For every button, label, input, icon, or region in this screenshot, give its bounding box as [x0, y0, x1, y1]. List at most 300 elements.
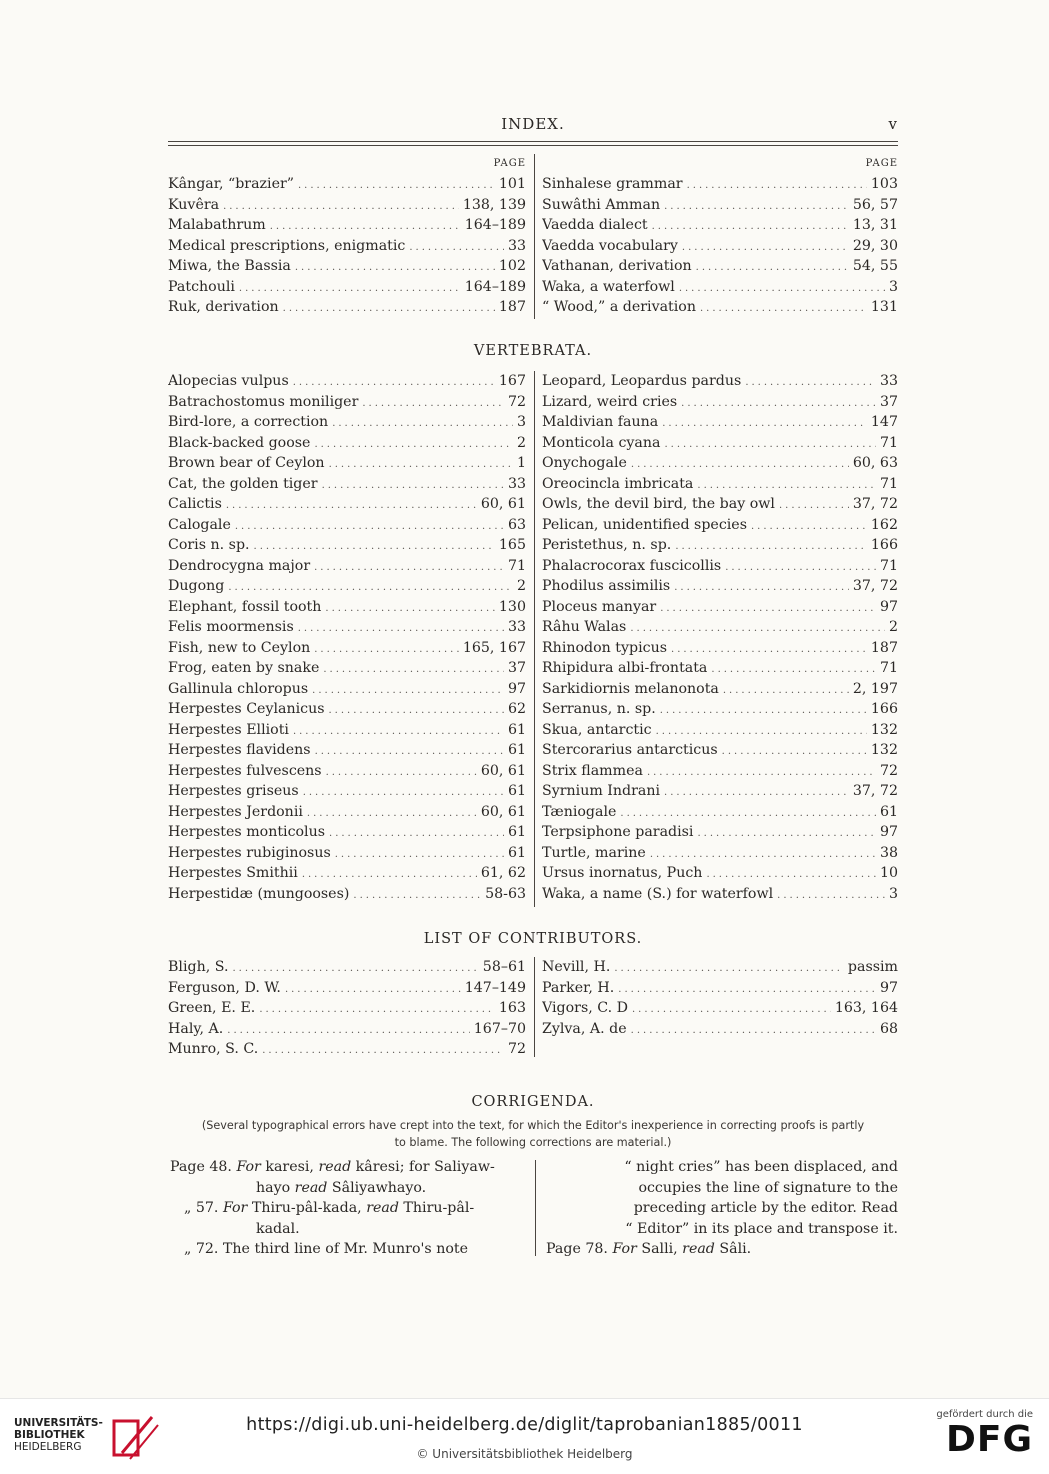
- leader-dots: [664, 783, 849, 802]
- index-entry: [168, 515, 526, 536]
- index-entry: [168, 740, 526, 761]
- entry-name: Maldivian fauna: [542, 414, 659, 430]
- corrigendum-line: Page 78. For Salli, read Sâli.: [546, 1241, 752, 1257]
- leader-dots: [700, 299, 867, 318]
- leader-dots: [671, 640, 867, 659]
- corrigenda-note: [180, 1117, 886, 1151]
- vertebrata-left-column: [168, 371, 526, 904]
- index-entry: [168, 957, 526, 978]
- entry-page: 56, 57: [852, 196, 898, 213]
- vertebrata-section: [168, 371, 898, 907]
- leader-dots: [259, 1000, 495, 1019]
- index-entry: [542, 297, 898, 318]
- entry-page: 97: [879, 824, 898, 840]
- page-number: v: [888, 115, 898, 133]
- leader-dots: [283, 299, 495, 318]
- entry-name: Kângar, “brazier”: [168, 176, 294, 192]
- leader-dots: [652, 217, 849, 236]
- entry-page: 164–189: [464, 217, 526, 233]
- entry-name: Suwâthi Amman: [542, 196, 661, 213]
- leader-dots: [314, 640, 459, 659]
- page-column-label: PAGE: [865, 158, 898, 169]
- index-entry: [168, 863, 526, 884]
- entry-page: 37, 72: [852, 578, 898, 594]
- entry-name: Herpestes flavidens: [168, 742, 311, 758]
- entry-name: Pelican, unidentified species: [542, 516, 747, 533]
- entry-page: 61: [507, 824, 526, 840]
- corrigendum-line: Page 48. For karesi, read kâresi; for Saliyaw-: [170, 1159, 495, 1175]
- entry-name: Vigors, C. D: [542, 1000, 628, 1016]
- contributors-left-column: [168, 957, 526, 1060]
- index-entry: [168, 761, 526, 782]
- leader-dots: [681, 394, 876, 413]
- leader-dots: [711, 660, 876, 679]
- index-top-left-column: [168, 158, 526, 318]
- index-entry: [542, 556, 898, 577]
- leader-dots: [620, 804, 876, 823]
- entry-page: 71: [879, 434, 898, 451]
- leader-dots: [650, 845, 876, 864]
- leader-dots: [614, 959, 844, 978]
- entry-page: 58–61: [482, 959, 526, 975]
- entry-name: Strix flammea: [542, 762, 643, 779]
- leader-dots: [314, 435, 513, 454]
- index-entry: [168, 453, 526, 474]
- entry-name: Alopecias vulpus: [168, 373, 289, 389]
- leader-dots: [632, 1000, 831, 1019]
- corrigendum-line: “ Editor” in its place and transpose it.: [625, 1220, 898, 1237]
- contributors-right-column: [542, 957, 898, 1039]
- entry-page: 2: [516, 578, 526, 594]
- dfg-logo-text: DFG: [945, 1419, 1033, 1460]
- entry-name: Terpsiphone paradisi: [542, 824, 694, 840]
- entry-page: 130: [498, 598, 526, 615]
- leader-dots: [326, 763, 477, 782]
- entry-name: Vaedda vocabulary: [542, 237, 678, 254]
- index-entry: [542, 515, 898, 536]
- leader-dots: [697, 824, 875, 843]
- entry-page: passim: [847, 959, 898, 975]
- leader-dots: [662, 414, 867, 433]
- index-entry: [168, 884, 526, 905]
- leader-dots: [303, 783, 504, 802]
- entry-name: Patchouli: [168, 278, 235, 295]
- index-entry: [542, 256, 898, 277]
- entry-name: Peristethus, n. sp.: [542, 537, 672, 553]
- index-entry: [168, 215, 526, 236]
- index-entry: [542, 174, 898, 195]
- entry-page: 102: [498, 258, 526, 274]
- leader-dots: [302, 865, 477, 884]
- entry-page: 2, 197: [852, 680, 898, 697]
- leader-dots: [674, 578, 849, 597]
- contributors-section: [168, 957, 898, 1061]
- entry-name: Owls, the devil bird, the bay owl: [542, 496, 775, 512]
- entry-name: Herpestes rubiginosus: [168, 844, 331, 861]
- entry-name: Malabathrum: [168, 217, 266, 233]
- column-divider: [534, 154, 535, 319]
- index-entry: [542, 453, 898, 474]
- leader-dots: [298, 176, 495, 195]
- leader-dots: [262, 1041, 504, 1060]
- index-top-right-column: [542, 158, 898, 318]
- entry-page: 13, 31: [852, 217, 898, 233]
- leader-dots: [660, 599, 876, 618]
- entry-page: 60, 61: [480, 496, 526, 512]
- index-entry: [168, 617, 526, 638]
- entry-name: Stercorarius antarcticus: [542, 742, 718, 758]
- entry-page: 132: [870, 721, 898, 738]
- entry-name: Râhu Walas: [542, 619, 627, 635]
- entry-page: 162: [870, 516, 898, 533]
- entry-name: Lizard, weird cries: [542, 393, 678, 410]
- entry-name: Batrachostomus moniliger: [168, 393, 359, 410]
- entry-name: Elephant, fossil tooth: [168, 598, 322, 615]
- index-entry: [168, 597, 526, 618]
- corrigendum-line: „ 57. For Thiru-pâl-kada, read Thiru-pâl-: [184, 1200, 475, 1216]
- leader-dots: [307, 804, 477, 823]
- entry-name: Herpestes Ceylanicus: [168, 701, 325, 717]
- entry-page: 2: [516, 434, 526, 451]
- entry-name: Green, E. E.: [168, 1000, 256, 1016]
- leader-dots: [335, 845, 504, 864]
- entry-name: Herpestes fulvescens: [168, 762, 322, 779]
- copyright-notice: © Universitätsbibliothek Heidelberg: [416, 1447, 633, 1461]
- corrigendum-line: occupies the line of signature to the: [638, 1179, 898, 1196]
- funder-logo[interactable]: [933, 1409, 1033, 1465]
- index-entry: [542, 884, 898, 905]
- entry-page: 33: [507, 475, 526, 492]
- entry-name: Dugong: [168, 578, 225, 594]
- entry-name: Gallinula chloropus: [168, 680, 309, 697]
- index-entry: [168, 576, 526, 597]
- entry-name: Herpestes monticolus: [168, 824, 326, 840]
- entry-page: 165: [498, 537, 526, 553]
- index-entry: [168, 392, 526, 413]
- index-entry: [542, 957, 898, 978]
- index-entry: [542, 822, 898, 843]
- library-name: UNIVERSITÄTS- BIBLIOTHEK HEIDELBERG: [14, 1417, 103, 1453]
- corrigenda-right: [546, 1157, 898, 1260]
- index-entry: [542, 740, 898, 761]
- index-top-section: [168, 158, 898, 319]
- entry-page: 166: [870, 537, 898, 553]
- leader-dots: [332, 414, 513, 433]
- header-rule: [168, 141, 898, 142]
- entry-page: 54, 55: [852, 258, 898, 274]
- entry-name: Waka, a waterfowl: [542, 278, 675, 295]
- index-entry: [168, 195, 526, 216]
- entry-page: 132: [870, 742, 898, 758]
- index-entry: [542, 412, 898, 433]
- index-entry: [542, 720, 898, 741]
- corrigenda-left: [170, 1157, 526, 1260]
- index-entry: [542, 617, 898, 638]
- index-entry: [542, 761, 898, 782]
- leader-dots: [227, 1021, 469, 1040]
- entry-page: 60, 61: [480, 803, 526, 820]
- entry-name: Waka, a name (S.) for waterfowl: [542, 885, 774, 902]
- entry-name: Turtle, marine: [542, 844, 646, 861]
- index-entry: [542, 1019, 898, 1040]
- index-entry: [168, 699, 526, 720]
- leader-dots: [298, 619, 504, 638]
- index-entry: [168, 781, 526, 802]
- index-entry: [168, 256, 526, 277]
- leader-dots: [329, 824, 504, 843]
- index-entry: [542, 392, 898, 413]
- entry-name: Herpestes Ellioti: [168, 721, 289, 738]
- entry-name: Tæniogale: [542, 803, 617, 820]
- index-entry: [168, 998, 526, 1019]
- entry-page: 164–189: [464, 278, 526, 295]
- corrigenda-note-line: to blame. The following corrections are material.): [394, 1136, 672, 1149]
- entry-page: 2: [888, 619, 898, 635]
- entry-page: 166: [870, 701, 898, 717]
- entry-page: 163, 164: [834, 1000, 898, 1016]
- leader-dots: [223, 197, 459, 216]
- entry-page: 138, 139: [462, 196, 526, 213]
- entry-name: Vaedda dialect: [542, 217, 648, 233]
- entry-page: 97: [879, 598, 898, 615]
- entry-page: 37, 72: [852, 783, 898, 799]
- leader-dots: [618, 980, 876, 999]
- leader-dots: [325, 599, 495, 618]
- leader-dots: [706, 865, 875, 884]
- entry-name: Leopard, Leopardus pardus: [542, 373, 742, 389]
- index-entry: [168, 236, 526, 257]
- index-entry: [542, 802, 898, 823]
- entry-name: Ploceus manyar: [542, 598, 657, 615]
- entry-page: 33: [507, 237, 526, 254]
- index-entry: [542, 277, 898, 298]
- index-entry: [542, 843, 898, 864]
- entry-name: Miwa, the Bassia: [168, 258, 291, 274]
- leader-dots: [631, 1021, 876, 1040]
- leader-dots: [232, 959, 478, 978]
- entry-page: 10: [879, 865, 898, 881]
- entry-page: 72: [879, 762, 898, 779]
- entry-name: Coris n. sp.: [168, 537, 250, 553]
- leader-dots: [270, 217, 461, 236]
- entry-name: Serranus, n. sp.: [542, 701, 656, 717]
- entry-page: 60, 63: [852, 455, 898, 471]
- corrigendum-line: “ night cries” has been displaced, and: [624, 1159, 898, 1175]
- entry-page: 33: [879, 373, 898, 389]
- entry-page: 167: [498, 373, 526, 389]
- permalink[interactable]: https://digi.ub.uni-heidelberg.de/diglit/taprobanian1885/0011: [246, 1415, 803, 1435]
- entry-page: 71: [879, 557, 898, 574]
- leader-dots: [226, 496, 477, 515]
- index-entry: [542, 494, 898, 515]
- leader-dots: [697, 476, 876, 495]
- index-entry: [542, 679, 898, 700]
- column-divider: [534, 957, 535, 1057]
- entry-name: Bird-lore, a correction: [168, 414, 329, 430]
- entry-page: 71: [879, 475, 898, 492]
- index-entry: [542, 658, 898, 679]
- entry-page: 37: [507, 660, 526, 676]
- leader-dots: [293, 373, 495, 392]
- leader-dots: [675, 537, 867, 556]
- entry-name: Monticola cyana: [542, 434, 661, 451]
- index-entry: [168, 474, 526, 495]
- leader-dots: [314, 558, 504, 577]
- vertebrata-right-column: [542, 371, 898, 904]
- index-entry: [542, 433, 898, 454]
- entry-name: Ursus inornatus, Puch: [542, 865, 703, 881]
- entry-page: 72: [507, 1041, 526, 1057]
- index-entry: [168, 277, 526, 298]
- vertebrata-heading: VERTEBRATA.: [473, 343, 593, 359]
- index-entry: [542, 576, 898, 597]
- entry-page: 61: [507, 844, 526, 861]
- entry-name: Bligh, S.: [168, 959, 229, 975]
- leader-dots: [664, 197, 849, 216]
- index-entry: [168, 720, 526, 741]
- leader-dots: [285, 980, 461, 999]
- running-head: [168, 115, 898, 135]
- entry-name: Vathanan, derivation: [542, 258, 692, 274]
- entry-page: 1: [516, 455, 526, 471]
- entry-name: Frog, eaten by snake: [168, 660, 320, 676]
- entry-page: 187: [498, 299, 526, 315]
- entry-name: Calogale: [168, 516, 231, 533]
- index-entry: [168, 535, 526, 556]
- leader-dots: [323, 660, 504, 679]
- entry-page: 71: [507, 557, 526, 574]
- entry-name: Rhipidura albi-frontata: [542, 660, 708, 676]
- index-entry: [168, 494, 526, 515]
- index-entry: [168, 1019, 526, 1040]
- leader-dots: [656, 722, 867, 741]
- entry-name: Fish, new to Ceylon: [168, 639, 311, 656]
- entry-name: Calictis: [168, 496, 222, 512]
- index-entry: [542, 998, 898, 1019]
- index-entry: [168, 679, 526, 700]
- corrigendum-line: preceding article by the editor. Read: [633, 1200, 898, 1216]
- index-entry: [168, 412, 526, 433]
- index-entry: [168, 658, 526, 679]
- entry-name: Black-backed goose: [168, 434, 311, 451]
- column-divider: [534, 371, 535, 907]
- leader-dots: [660, 701, 867, 720]
- corrigendum-line: „ 72. The third line of Mr. Munro's note: [184, 1241, 468, 1257]
- entry-name: Cat, the golden tiger: [168, 475, 318, 492]
- index-entry: [168, 297, 526, 318]
- leader-dots: [682, 238, 849, 257]
- corrigendum-line: hayo read Sâliyawhayo.: [256, 1179, 427, 1196]
- entry-page: 61: [507, 783, 526, 799]
- entry-page: 33: [507, 619, 526, 635]
- entry-name: Syrnium Indrani: [542, 783, 661, 799]
- leader-dots: [315, 742, 504, 761]
- funder-caption: gefördert durch die: [936, 1409, 1033, 1420]
- entry-page: 131: [870, 299, 898, 315]
- leader-dots: [254, 537, 495, 556]
- corrigendum-line: kadal.: [256, 1220, 300, 1237]
- index-entry: [168, 556, 526, 577]
- entry-page: 61: [507, 721, 526, 738]
- entry-page: 3: [888, 278, 898, 295]
- entry-page: 62: [507, 701, 526, 717]
- entry-name: Ruk, derivation: [168, 299, 279, 315]
- index-entry: [168, 433, 526, 454]
- leader-dots: [631, 455, 849, 474]
- index-entry: [168, 371, 526, 392]
- entry-page: 147: [870, 414, 898, 430]
- viewer-footer: [0, 1398, 1049, 1474]
- entry-page: 147–149: [464, 979, 526, 996]
- entry-page: 167–70: [473, 1020, 526, 1037]
- entry-page: 101: [498, 176, 526, 192]
- entry-name: Ferguson, D. W.: [168, 979, 281, 996]
- entry-page: 37, 72: [852, 496, 898, 512]
- contributors-heading: LIST OF CONTRIBUTORS.: [423, 931, 643, 947]
- entry-page: 3: [888, 885, 898, 902]
- entry-name: Felis moormensis: [168, 619, 294, 635]
- entry-name: Dendrocygna major: [168, 557, 311, 574]
- entry-name: Brown bear of Ceylon: [168, 455, 325, 471]
- leader-dots: [777, 886, 885, 905]
- leader-dots: [409, 238, 504, 257]
- leader-dots: [295, 258, 495, 277]
- leader-dots: [312, 681, 504, 700]
- entry-name: Medical prescriptions, enigmatic: [168, 237, 406, 254]
- leader-dots: [239, 279, 461, 298]
- index-entry: [168, 978, 526, 999]
- entry-name: Phodilus assimilis: [542, 578, 671, 594]
- entry-page: 103: [870, 176, 898, 192]
- index-entry: [168, 843, 526, 864]
- index-entry: [168, 174, 526, 195]
- entry-name: Kuvêra: [168, 196, 220, 213]
- page-title: INDEX.: [501, 115, 565, 133]
- entry-name: Haly, A.: [168, 1020, 224, 1037]
- entry-name: Sarkidiornis melanonota: [542, 680, 719, 697]
- leader-dots: [647, 763, 876, 782]
- index-entry: [168, 822, 526, 843]
- entry-name: Rhinodon typicus: [542, 639, 668, 656]
- index-entry: [542, 638, 898, 659]
- leader-dots: [751, 517, 867, 536]
- leader-dots: [235, 517, 504, 536]
- entry-name: Herpestes griseus: [168, 783, 299, 799]
- entry-name: Skua, antarctic: [542, 721, 652, 738]
- entry-page: 38: [879, 844, 898, 861]
- entry-name: Onychogale: [542, 455, 627, 471]
- leader-dots: [293, 722, 504, 741]
- index-entry: [542, 978, 898, 999]
- entry-page: 97: [879, 979, 898, 996]
- entry-page: 61: [507, 742, 526, 758]
- corrigenda-heading: CORRIGENDA.: [471, 1094, 595, 1110]
- entry-name: Herpestidæ (mungooses): [168, 885, 350, 902]
- entry-name: Munro, S. C.: [168, 1041, 259, 1057]
- entry-name: Nevill, H.: [542, 959, 611, 975]
- entry-page: 61, 62: [480, 865, 526, 881]
- index-entry: [542, 215, 898, 236]
- entry-page: 72: [507, 393, 526, 410]
- leader-dots: [723, 681, 849, 700]
- entry-page: 165, 167: [462, 639, 526, 656]
- leader-dots: [228, 578, 513, 597]
- leader-dots: [362, 394, 504, 413]
- entry-page: 187: [870, 639, 898, 656]
- entry-page: 61: [879, 803, 898, 820]
- index-entry: [542, 597, 898, 618]
- index-entry: [168, 1039, 526, 1060]
